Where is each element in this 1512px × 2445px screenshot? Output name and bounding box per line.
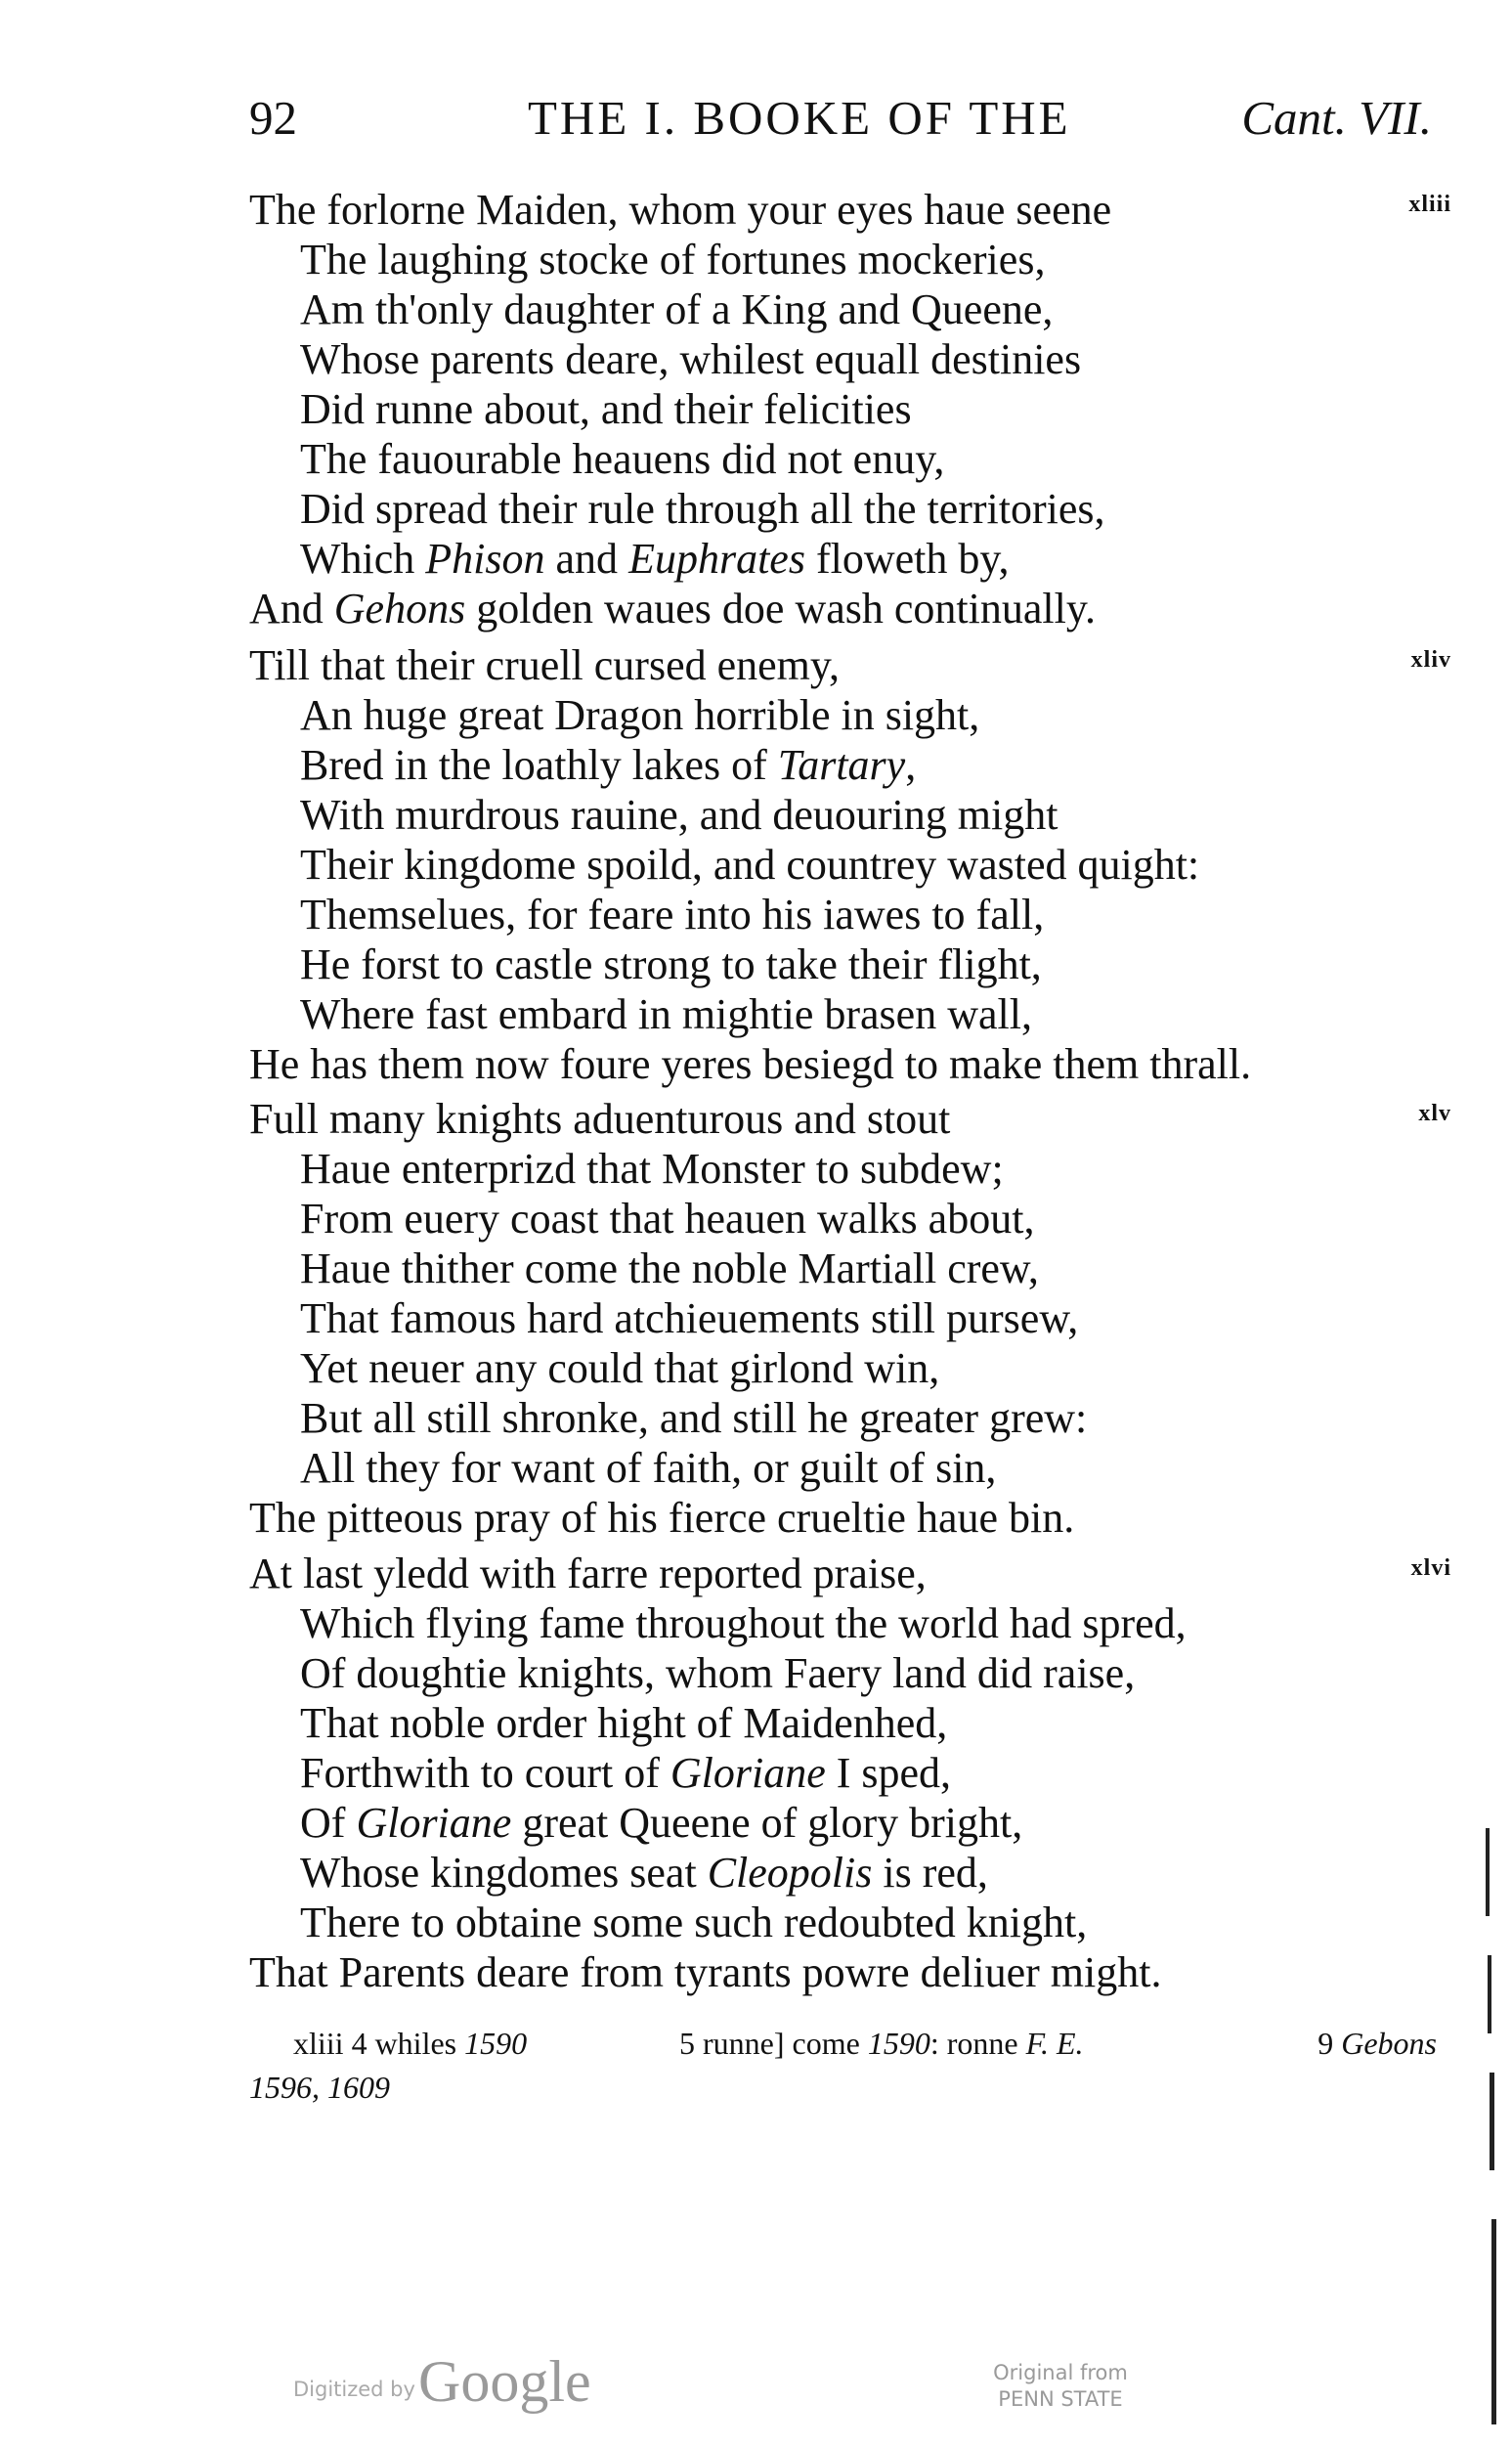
verse-line: He forst to castle strong to take their flight, xyxy=(300,940,1042,988)
verse-line: From euery coast that heauen walks about, xyxy=(300,1195,1035,1243)
verse-line: Where fast embard in mightie brasen wall, xyxy=(300,990,1032,1038)
verse-line: The pitteous pray of his fierce crueltie haue bin. xyxy=(249,1494,1075,1542)
page-number: 92 xyxy=(249,91,297,145)
verse-line: All they for want of faith, or guilt of sin, xyxy=(300,1444,997,1492)
verse-line: Which Phison and Euphrates floweth by, xyxy=(300,535,1010,583)
verse-line: Haue thither come the noble Martiall crew, xyxy=(300,1244,1039,1292)
page-header xyxy=(249,90,1432,158)
verse-line: Themselues, for feare into his iawes to fall, xyxy=(300,891,1045,939)
verse-line: Of Gloriane great Queene of glory bright, xyxy=(300,1799,1023,1847)
running-title: THE I. BOOKE OF THE xyxy=(528,91,1071,145)
original-from-label xyxy=(963,2360,1158,2413)
note-xliii-5 xyxy=(679,2022,1084,2066)
verse-line: Bred in the loathly lakes of Tartary, xyxy=(300,741,917,789)
verse-line: Their kingdome spoild, and countrey wasted quight: xyxy=(300,841,1200,889)
note-text: 5 runne] come xyxy=(679,2026,860,2061)
note-years xyxy=(249,2066,390,2110)
verse-line: There to obtaine some such redoubted knight, xyxy=(300,1899,1088,1946)
note-text: xliii 4 whiles xyxy=(293,2026,457,2061)
note-word: Gebons xyxy=(1341,2026,1437,2061)
note-xliii-9 xyxy=(1318,2022,1437,2066)
verse-line: At last yledd with farre reported praise, xyxy=(249,1550,927,1597)
stanza-number: xlvi xyxy=(1410,1555,1451,1581)
verse-line: He has them now foure yeres besiegd to make them thrall. xyxy=(249,1040,1252,1088)
verse-line: And Gehons golden waues doe wash continually. xyxy=(249,585,1096,633)
note-text: 9 xyxy=(1318,2026,1334,2061)
note-text: : ronne xyxy=(929,2026,1018,2061)
verse-line: Whose parents deare, whilest equall destinies xyxy=(300,335,1082,383)
scan-mark xyxy=(1488,1955,1491,2033)
stanza-number: xliii xyxy=(1408,192,1451,217)
page-footer xyxy=(0,2336,1512,2424)
verse-line: Which flying fame throughout the world had spred, xyxy=(300,1599,1187,1647)
digitized-by-label: Digitized by xyxy=(293,2378,415,2401)
verse-line: Yet neuer any could that girlond win, xyxy=(300,1344,940,1392)
verse-line: Did spread their rule through all the territories, xyxy=(300,485,1105,533)
verse-line: Full many knights aduenturous and stout xyxy=(249,1095,951,1143)
stanza-number: xliv xyxy=(1410,647,1451,673)
canto-label: Cant. VII. xyxy=(1241,91,1432,145)
verse-line: The fauourable heauens did not enuy, xyxy=(300,435,945,483)
verse-line: Haue enterprizd that Monster to subdew; xyxy=(300,1145,1004,1193)
verse-line: That famous hard atchieuements still pursew, xyxy=(300,1294,1079,1342)
verse-line: Am th'only daughter of a King and Queene, xyxy=(300,285,1054,333)
verse-line: That Parents deare from tyrants powre deliuer might. xyxy=(249,1948,1162,1996)
verse-line: An huge great Dragon horrible in sight, xyxy=(300,691,980,739)
note-year: 1590 xyxy=(464,2026,528,2061)
verse-line: Till that their cruell cursed enemy, xyxy=(249,641,841,689)
original-line: Original from xyxy=(993,2361,1128,2384)
note-years-text: 1596, 1609 xyxy=(249,2070,390,2105)
verse-line: Forthwith to court of Gloriane I sped, xyxy=(300,1749,952,1797)
verse-line: That noble order hight of Maidenhed, xyxy=(300,1699,948,1747)
stanza-number: xlv xyxy=(1418,1101,1451,1126)
scan-mark xyxy=(1490,2073,1494,2170)
google-logo: Google xyxy=(418,2349,591,2414)
note-year: 1590 xyxy=(867,2026,930,2061)
original-source: PENN STATE xyxy=(998,2387,1123,2411)
scan-mark xyxy=(1486,1828,1490,1916)
verse-line: The laughing stocke of fortunes mockeries, xyxy=(300,236,1046,284)
verse-line: Did runne about, and their felicities xyxy=(300,385,912,433)
verse-line: With murdrous rauine, and deuouring might xyxy=(300,791,1058,839)
note-xliii-4 xyxy=(293,2022,527,2066)
verse-line: The forlorne Maiden, whom your eyes haue seene xyxy=(249,186,1112,234)
verse-line: Whose kingdomes seat Cleopolis is red, xyxy=(300,1849,988,1897)
verse-line: But all still shronke, and still he greater grew: xyxy=(300,1394,1088,1442)
note-edition: F. E. xyxy=(1025,2026,1084,2061)
verse-line: Of doughtie knights, whom Faery land did raise, xyxy=(300,1649,1136,1697)
